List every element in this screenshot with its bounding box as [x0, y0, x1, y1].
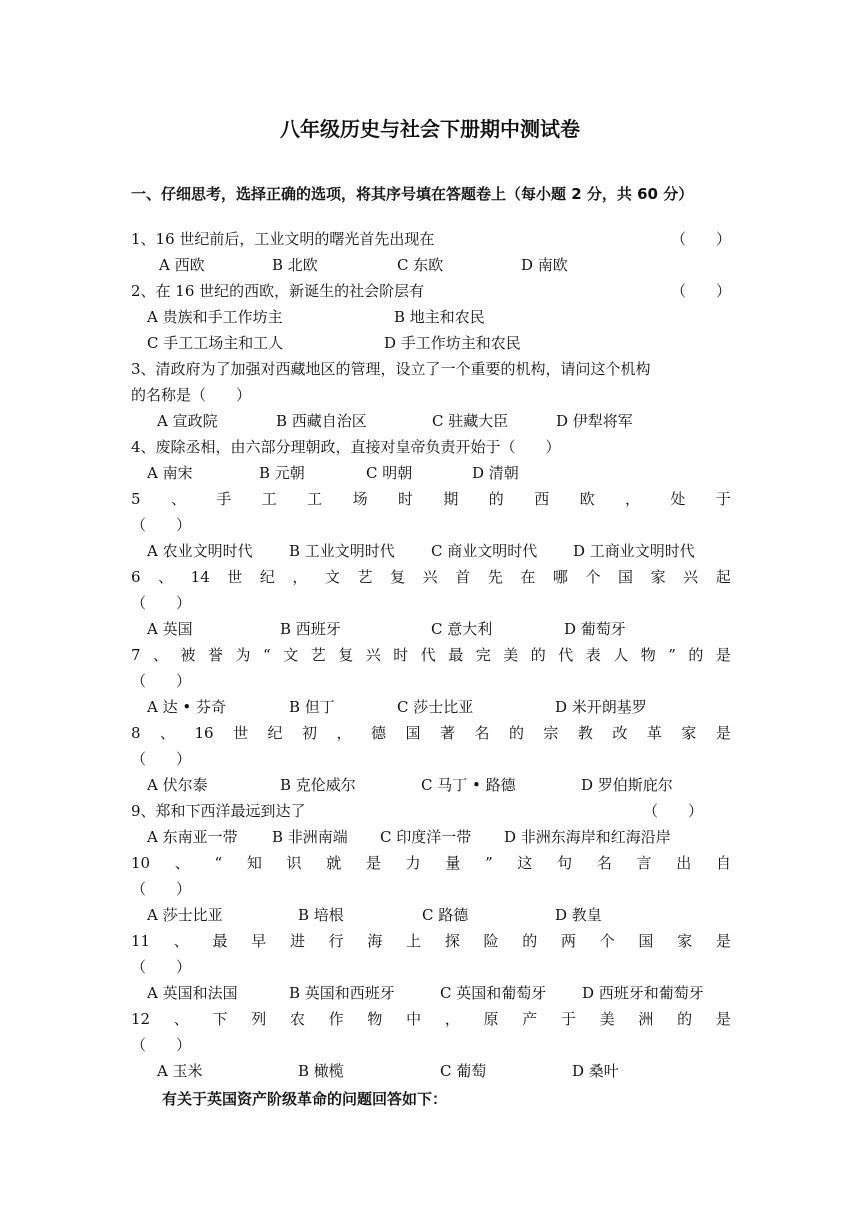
question-3-cont	[131, 382, 731, 408]
question-char: 在	[520, 568, 536, 586]
option-c: C 葡萄	[440, 1062, 487, 1080]
question-8-options	[131, 772, 731, 798]
option-d: D 桑叶	[572, 1062, 619, 1080]
option-b: B 橄榄	[298, 1062, 344, 1080]
question-char: 16	[194, 724, 214, 742]
question-char: ”	[485, 854, 493, 872]
question-stem-line-1: 3、清政府为了加强对西藏地区的管理，设立了一个重要的机构，请问这个机构	[131, 360, 651, 378]
question-char: 人	[613, 646, 629, 664]
question-char: 最	[448, 646, 464, 664]
question-char: 个	[585, 568, 601, 586]
option-c: C 路德	[422, 906, 469, 924]
question-char: 艺	[357, 568, 373, 586]
option-b: B 西藏自治区	[276, 412, 367, 430]
option-d: D 西班牙和葡萄牙	[582, 984, 704, 1002]
question-char: 纪	[259, 568, 275, 586]
question-11	[131, 928, 731, 954]
question-5-options	[131, 538, 731, 564]
question-char: 革	[646, 724, 662, 742]
question-char: 农	[289, 1010, 305, 1028]
question-7	[131, 642, 731, 668]
question-stem: 1、16 世纪前后，工业文明的曙光首先出现在	[131, 230, 435, 248]
option-b: B 英国和西班牙	[289, 984, 395, 1002]
question-char: 产	[522, 1010, 538, 1028]
option-a: A 达 • 芬奇	[147, 698, 226, 716]
question-char: 国	[618, 568, 634, 586]
option-c: C 明朝	[366, 464, 413, 482]
question-stem-line-2: 的名称是（ ）	[131, 386, 252, 404]
question-7-options	[131, 694, 731, 720]
question-char: 进	[289, 932, 305, 950]
question-char: 欧	[579, 490, 595, 508]
question-10-blank	[131, 876, 731, 902]
option-b: B 培根	[298, 906, 344, 924]
option-a: A 玉米	[157, 1062, 203, 1080]
question-char: 工	[307, 490, 323, 508]
question-10	[131, 850, 731, 876]
option-b: B 非洲南端	[272, 828, 348, 846]
question-char: 名	[596, 854, 612, 872]
question-char: 中	[406, 1010, 422, 1028]
question-char: 复	[390, 568, 406, 586]
question-char: 最	[212, 932, 228, 950]
question-stem: 2、在 16 世纪的西欧，新诞生的社会阶层有	[131, 282, 425, 300]
option-d: D 清朝	[472, 464, 519, 482]
question-char: 于	[560, 1010, 576, 1028]
option-c: C 印度洋一带	[380, 828, 472, 846]
question-8-blank	[131, 746, 731, 772]
question-char: 的	[508, 724, 524, 742]
question-4	[131, 434, 731, 460]
question-char: 识	[286, 854, 302, 872]
question-2-options-1	[131, 304, 731, 330]
question-8	[131, 720, 731, 746]
question-char: 宗	[543, 724, 559, 742]
question-1-options	[131, 252, 731, 278]
option-b: B 元朝	[259, 464, 305, 482]
question-char: 、	[153, 646, 169, 664]
question-char: 6	[131, 568, 141, 586]
question-char: 世	[227, 568, 243, 586]
option-a: A 宣政院	[157, 412, 218, 430]
question-char: 期	[443, 490, 459, 508]
section-footer-heading: 有关于英国资产阶级革命的问题回答如下：	[162, 1090, 448, 1108]
question-char: 手	[216, 490, 232, 508]
option-a: A 英国	[147, 620, 193, 638]
question-char: 的	[677, 1010, 693, 1028]
question-char: 场	[352, 490, 368, 508]
option-d: D 伊犁将军	[556, 412, 633, 430]
option-c: C 手工工场主和工人	[147, 334, 284, 352]
page-title: 八年级历史与社会下册期中测试卷	[280, 117, 580, 141]
question-char: 是	[365, 854, 381, 872]
question-char: 作	[328, 1010, 344, 1028]
option-d: D 工商业文明时代	[573, 542, 695, 560]
question-char: 11	[131, 932, 151, 950]
question-char: 、	[174, 854, 190, 872]
question-6	[131, 564, 731, 590]
option-c: C 莎士比亚	[397, 698, 474, 716]
question-char: ，	[336, 724, 352, 742]
question-char: 物	[640, 646, 656, 664]
question-6-blank	[131, 590, 731, 616]
question-char: 言	[636, 854, 652, 872]
question-10-options	[131, 902, 731, 928]
question-char: 世	[233, 724, 249, 742]
answer-blank: （ ）	[670, 230, 731, 248]
question-char: 于	[715, 490, 731, 508]
question-char: 名	[474, 724, 490, 742]
question-char: 是	[715, 646, 731, 664]
question-char: 西	[534, 490, 550, 508]
question-char: 原	[483, 1010, 499, 1028]
question-char: 量	[445, 854, 461, 872]
question-char: 、	[173, 1010, 189, 1028]
option-a: A 伏尔泰	[147, 776, 208, 794]
question-stem: 4、废除丞相，由六部分理朝政，直接对皇帝负责开始于（ ）	[131, 438, 561, 456]
question-char: 代	[420, 646, 436, 664]
question-char: 的	[522, 932, 538, 950]
answer-blank: （ ）	[131, 880, 192, 898]
question-9-options	[131, 824, 731, 850]
question-5-blank	[131, 512, 731, 538]
question-char: 家	[650, 568, 666, 586]
question-char: 兴	[683, 568, 699, 586]
question-char: 先	[487, 568, 503, 586]
question-char: 工	[261, 490, 277, 508]
option-d: D 手工作坊主和农民	[384, 334, 521, 352]
question-char: 代	[558, 646, 574, 664]
question-char: 为	[235, 646, 251, 664]
question-char: 探	[444, 932, 460, 950]
question-2	[131, 278, 731, 304]
option-a: A 西欧	[159, 256, 205, 274]
option-a: A 莎士比亚	[147, 906, 223, 924]
question-char: 力	[405, 854, 421, 872]
question-stem: 9、郑和下西洋最远到达了	[131, 802, 306, 820]
question-char: 著	[439, 724, 455, 742]
question-char: 洲	[638, 1010, 654, 1028]
question-char: 家	[677, 932, 693, 950]
option-a: A 贵族和手工作坊主	[147, 308, 283, 326]
question-char: 物	[367, 1010, 383, 1028]
question-char: ，	[292, 568, 308, 586]
question-char: 文	[283, 646, 299, 664]
option-c: C 英国和葡萄牙	[440, 984, 547, 1002]
question-char: 是	[715, 724, 731, 742]
question-12-options	[131, 1058, 731, 1084]
option-a: A 东南亚一带	[147, 828, 238, 846]
question-char: 知	[246, 854, 262, 872]
question-char: 复	[338, 646, 354, 664]
option-a: A 农业文明时代	[147, 542, 253, 560]
question-char: 海	[367, 932, 383, 950]
question-4-options	[131, 460, 731, 486]
question-char: 列	[251, 1010, 267, 1028]
answer-blank: （ ）	[131, 750, 192, 768]
question-char: 、	[170, 490, 186, 508]
option-b: B 工业文明时代	[289, 542, 395, 560]
option-b: B 但丁	[289, 698, 335, 716]
question-char: 的	[688, 646, 704, 664]
question-char: ”	[668, 646, 676, 664]
question-char: 、	[173, 932, 189, 950]
question-char: 险	[483, 932, 499, 950]
option-d: D 米开朗基罗	[555, 698, 647, 716]
option-c: C 意大利	[431, 620, 493, 638]
option-d: D 罗伯斯庇尔	[581, 776, 673, 794]
option-d: D 南欧	[521, 256, 568, 274]
question-char: 初	[302, 724, 318, 742]
question-char: 的	[488, 490, 504, 508]
question-char: ，	[444, 1010, 460, 1028]
section-heading: 一、仔细思考，选择正确的选项，将其序号填在答题卷上（每小题 2 分，共 60 分）	[131, 185, 694, 203]
option-b: B 克伦威尔	[280, 776, 356, 794]
question-char: “	[214, 854, 223, 872]
question-7-blank	[131, 668, 731, 694]
option-d: D 非洲东海岸和红海沿岸	[504, 828, 671, 846]
option-c: C 商业文明时代	[431, 542, 538, 560]
question-6-options	[131, 616, 731, 642]
question-char: 誉	[208, 646, 224, 664]
question-char: ，	[625, 490, 641, 508]
question-char: 8	[131, 724, 141, 742]
question-char: 家	[681, 724, 697, 742]
answer-blank: （ ）	[670, 282, 731, 300]
question-char: 时	[397, 490, 413, 508]
answer-blank: （ ）	[131, 1036, 192, 1054]
question-3-options	[131, 408, 731, 434]
option-a: A 南宋	[147, 464, 193, 482]
question-char: 就	[326, 854, 342, 872]
question-char: 的	[530, 646, 546, 664]
option-d: D 教皇	[555, 906, 602, 924]
question-3	[131, 356, 731, 382]
question-char: 美	[503, 646, 519, 664]
question-char: 句	[557, 854, 573, 872]
question-char: 纪	[267, 724, 283, 742]
question-char: 艺	[310, 646, 326, 664]
answer-blank: （ ）	[131, 958, 192, 976]
question-char: 改	[612, 724, 628, 742]
question-char: 哪	[552, 568, 568, 586]
question-char: 行	[328, 932, 344, 950]
answer-blank: （ ）	[642, 802, 703, 820]
question-12	[131, 1006, 731, 1032]
question-12-blank	[131, 1032, 731, 1058]
question-char: 7	[131, 646, 141, 664]
question-char: 、	[158, 568, 174, 586]
question-11-blank	[131, 954, 731, 980]
question-char: 自	[715, 854, 731, 872]
question-char: 这	[517, 854, 533, 872]
question-char: 是	[715, 1010, 731, 1028]
option-b: B 西班牙	[280, 620, 341, 638]
option-b: B 北欧	[272, 256, 318, 274]
question-char: 两	[560, 932, 576, 950]
option-b: B 地主和农民	[394, 308, 485, 326]
question-char: 国	[638, 932, 654, 950]
question-1	[131, 226, 731, 252]
question-char: 14	[190, 568, 210, 586]
question-char: 完	[475, 646, 491, 664]
question-char: 个	[599, 932, 615, 950]
question-char: 、	[160, 724, 176, 742]
question-char: 是	[715, 932, 731, 950]
question-char: 美	[599, 1010, 615, 1028]
question-5	[131, 486, 731, 512]
option-c: C 东欧	[397, 256, 444, 274]
question-char: 文	[324, 568, 340, 586]
option-a: A 英国和法国	[147, 984, 238, 1002]
option-c: C 驻藏大臣	[432, 412, 509, 430]
question-11-options	[131, 980, 731, 1006]
question-char: 兴	[422, 568, 438, 586]
question-char: 早	[251, 932, 267, 950]
question-char: 12	[131, 1010, 151, 1028]
question-char: “	[263, 646, 271, 664]
question-char: 国	[405, 724, 421, 742]
answer-blank: （ ）	[131, 672, 192, 690]
question-char: 德	[371, 724, 387, 742]
question-char: 表	[585, 646, 601, 664]
question-char: 被	[180, 646, 196, 664]
question-char: 教	[577, 724, 593, 742]
question-char: 下	[212, 1010, 228, 1028]
question-char: 起	[715, 568, 731, 586]
question-char: 时	[393, 646, 409, 664]
question-char: 出	[676, 854, 692, 872]
option-d: D 葡萄牙	[564, 620, 626, 638]
question-char: 处	[670, 490, 686, 508]
option-c: C 马丁 • 路德	[421, 776, 516, 794]
question-char: 5	[131, 490, 141, 508]
answer-blank: （ ）	[131, 594, 192, 612]
question-char: 首	[455, 568, 471, 586]
question-2-options-2	[131, 330, 731, 356]
question-char: 兴	[365, 646, 381, 664]
question-char: 10	[131, 854, 151, 872]
question-char: 上	[406, 932, 422, 950]
answer-blank: （ ）	[131, 516, 192, 534]
question-9	[131, 798, 731, 824]
